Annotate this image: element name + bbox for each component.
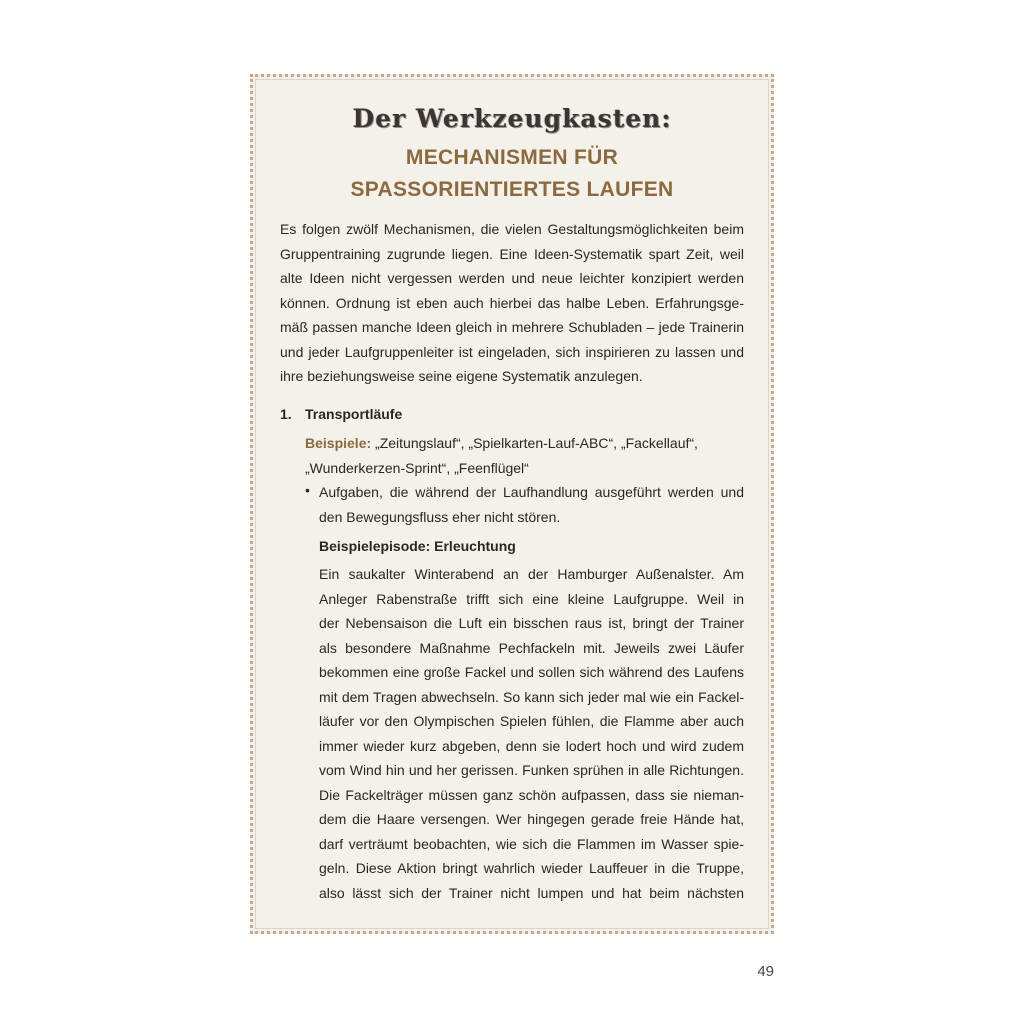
intro-line: können. Ordnung ist eben auch hierbei das halbe Leben. Erfahrungsge-	[280, 294, 744, 311]
intro-line: ihre beziehungsweise seine eigene Systematik anzulegen.	[280, 368, 643, 384]
episode-line: darf verträumt beobachten, wie sich die Flammen im Wasser spie-	[319, 835, 744, 852]
intro-line: mäß passen manche Ideen gleich in mehrere Schubladen – jede Trainerin	[280, 319, 744, 335]
episode-line: Ein saukalter Winterabend an der Hamburger Außenalster. Am	[319, 566, 744, 582]
bullet-icon: •	[305, 482, 310, 498]
examples-line-1	[305, 431, 698, 456]
page-number: 49	[757, 963, 774, 980]
intro-line: Es folgen zwölf Mechanismen, die vielen Gestaltungsmöglichkeiten beim	[280, 221, 744, 237]
examples-line-2: „Wunderkerzen-Sprint“, „Feenflügel“	[305, 459, 529, 476]
episode-line: läufer vor den Olympischen Spielen fühlen, die Flamme aber auch	[319, 713, 744, 729]
episode-line: bekommen eine große Fackel und sollen sich während des Laufens	[319, 664, 744, 680]
episode-line: geln. Diese Aktion bringt wahrlich wieder Lauffeuer in die Truppe,	[319, 860, 744, 876]
episode-line: der Nebensaison die Luft ein bisschen raus ist, bringt der Trainer	[319, 615, 744, 631]
episode-line: immer wieder kurz abgeben, denn sie lodert hoch und wird zudem	[319, 737, 744, 754]
episode-heading: Beispielepisode: Erleuchtung	[319, 538, 516, 554]
chapter-subtitle-line-1: MECHANISMEN FÜR	[405, 146, 619, 169]
episode-line: als besondere Maßnahme Pechfackeln mit. Jeweils zwei Läufer	[319, 639, 744, 656]
episode-line: Anleger Rabenstraße trifft sich eine kleine Laufgruppe. Weil in	[319, 590, 744, 607]
section-number: 1.	[280, 406, 292, 422]
bullet-line: Aufgaben, die während der Laufhandlung ausgeführt werden und	[319, 484, 744, 500]
examples-label: Beispiele:	[305, 435, 372, 451]
intro-line: Gruppentraining zugrunde liegen. Eine Ideen-Systematik spart Zeit, weil	[280, 245, 744, 262]
bullet-paragraph	[319, 480, 744, 529]
chapter-title: Der Werkzeugkasten:	[352, 104, 672, 133]
intro-line: und jeder Laufgruppenleiter ist eingeladen, sich inspirieren zu lassen und	[280, 343, 744, 360]
examples-text: „Zeitungslauf“, „Spielkarten-Lauf-ABC“, „Fackellauf“,	[375, 435, 698, 451]
episode-line: vom Wind hin und her gerissen. Funken sprühen in alle Richtungen.	[319, 762, 744, 778]
intro-line: alte Ideen nicht vergessen werden und neue leichter konzipiert werden	[280, 270, 744, 286]
examples-block	[305, 431, 698, 480]
episode-line: Die Fackelträger müssen ganz schön aufpassen, dass sie nieman-	[319, 786, 744, 803]
episode-line: dem die Haare versengen. Wer hingegen gerade freie Hände hat,	[319, 811, 744, 827]
bullet-line: den Bewegungsfluss eher nicht stören.	[319, 508, 561, 525]
episode-line: mit dem Tragen abwechseln. So kann sich jeder mal wie ein Fackel-	[319, 688, 744, 705]
intro-paragraph	[280, 217, 744, 389]
episode-line: also lässt sich der Trainer nicht lumpen und hat beim nächsten	[319, 884, 744, 901]
chapter-subtitle-line-2: SPASSORIENTIERTES LAUFEN	[350, 178, 674, 201]
episode-paragraph	[319, 562, 744, 905]
section-heading: Transportläufe	[305, 406, 403, 422]
